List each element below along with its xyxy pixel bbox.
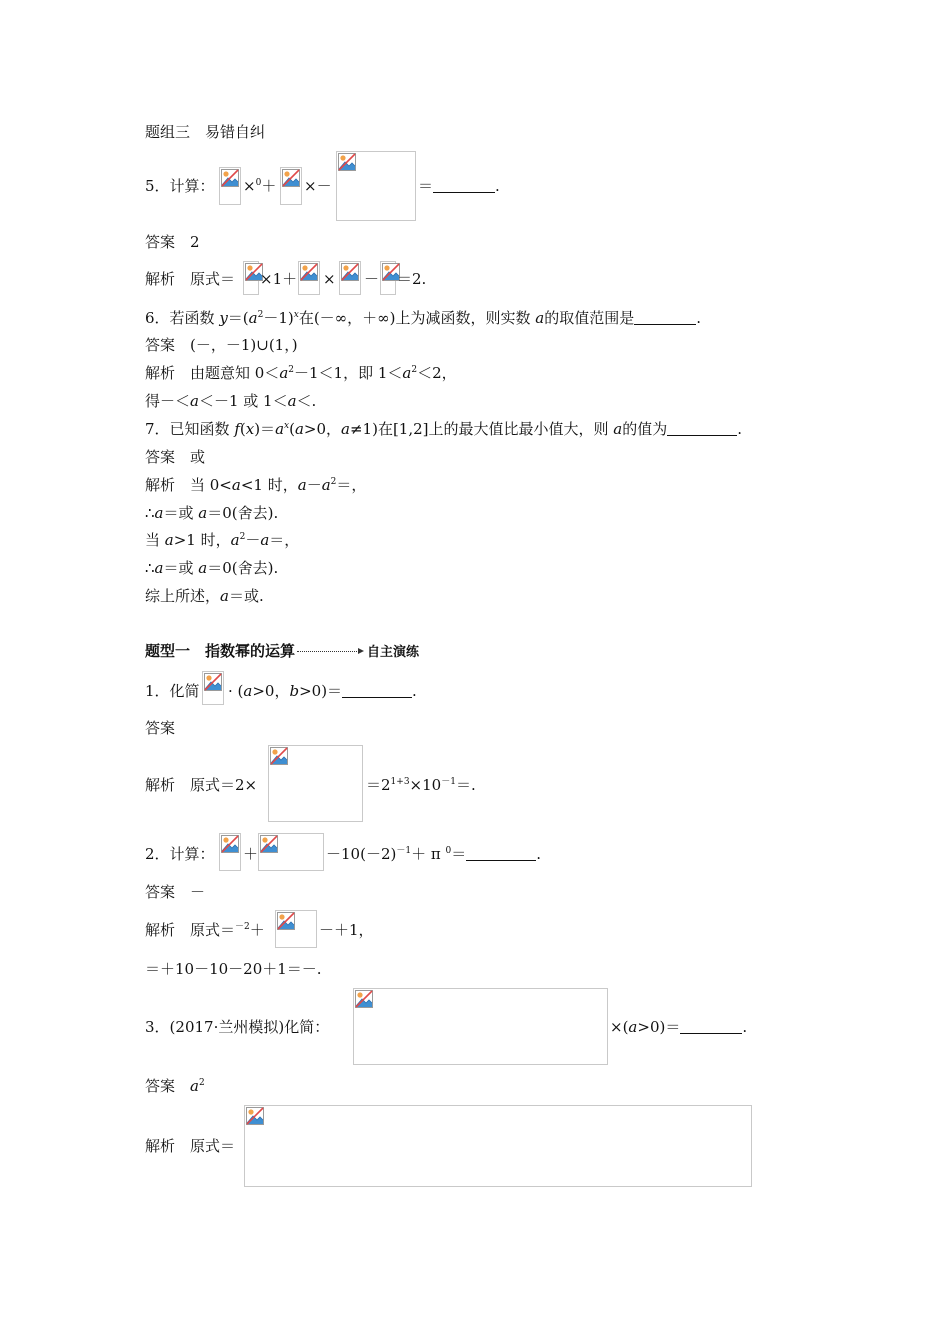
q6-answer: 答案 (－，－1)∪(1，) — [145, 336, 298, 354]
q7-analysis-1: 解析 当 0<a<1 时，$a-a^2=$， — [145, 476, 367, 494]
p3-analysis: 解析 原式＝ — [145, 1137, 236, 1155]
answer-blank[interactable] — [342, 683, 412, 698]
p3-question: 3．(2017·兰州模拟)化简： — [145, 1018, 330, 1036]
formula-image — [336, 151, 416, 221]
answer-blank[interactable] — [680, 1019, 742, 1034]
broken-image-icon — [221, 835, 239, 853]
q7-summary: 综上所述，a＝或. — [145, 587, 264, 605]
broken-image-icon — [355, 990, 373, 1008]
broken-image-icon — [221, 169, 239, 187]
formula-image — [275, 910, 317, 948]
broken-image-icon — [341, 263, 359, 281]
q5-term3: ×－ — [304, 177, 332, 195]
p1-question-rest: · (a>0，b>0)＝ . — [228, 682, 417, 700]
broken-image-icon — [246, 1107, 264, 1125]
arrow-icon — [297, 651, 359, 652]
p2-analysis-line2: ＝＋10－10－20＋1＝－. — [145, 960, 322, 978]
p3-question-rest: ×(a>0)＝ . — [610, 1018, 748, 1036]
formula-image — [219, 833, 241, 871]
formula-image — [298, 261, 320, 295]
broken-image-icon — [282, 169, 300, 187]
formula-image — [244, 1105, 752, 1187]
p1-question: 1．化简 — [145, 682, 200, 700]
p1-analysis-rest: $=2^{1+3}\times 10^{-1}=$. — [366, 776, 476, 794]
broken-image-icon — [260, 835, 278, 853]
broken-image-icon — [277, 912, 295, 930]
q7-analysis-4: ∴a＝或 a＝0(舍去). — [145, 559, 279, 577]
q5-question: 5．计算： — [145, 177, 215, 195]
q5-equals: ＝ . — [418, 177, 500, 195]
answer-blank[interactable] — [466, 846, 536, 861]
formula-image — [380, 261, 396, 295]
group3-heading: 题组三 易错自纠 — [145, 123, 266, 141]
formula-image — [353, 988, 608, 1065]
p2-answer: 答案 － — [145, 883, 206, 901]
q7-analysis-2: ∴a＝或 a＝0(舍去). — [145, 504, 279, 522]
q7-question: 7．已知函数 $f(x)=a^x(a>0$，a≠1)在[1,2]上的最大值比最小值大，则 a的值为 . — [145, 420, 743, 438]
q5-analysis: 解析 原式＝ — [145, 270, 236, 288]
formula-image — [202, 671, 224, 705]
practice-tag: 自主演练 — [367, 645, 420, 660]
broken-image-icon — [300, 263, 318, 281]
q6-question: 6．若函数 $y=(a^2-1)^x$在(－∞，＋∞)上为减函数，则实数 a的取值范围是 . — [145, 309, 702, 327]
q7-analysis-3: 当 a>1 时，$a^2-a=$， — [145, 531, 300, 549]
answer-blank[interactable] — [667, 421, 737, 436]
formula-image — [219, 167, 241, 205]
answer-blank[interactable] — [433, 178, 495, 193]
type1-heading: 题型一 指数幂的运算 自主演练 — [145, 642, 420, 660]
answer-blank[interactable] — [634, 310, 696, 325]
p1-answer: 答案 — [145, 719, 176, 737]
q7-answer: 答案 或 — [145, 448, 206, 466]
broken-image-icon — [338, 153, 356, 171]
broken-image-icon — [204, 673, 222, 691]
formula-image — [268, 745, 363, 822]
q5-answer: 答案 2 — [145, 233, 200, 251]
formula-image — [339, 261, 361, 295]
broken-image-icon — [270, 747, 288, 765]
p2-question-rest: $-10(-2)^{-1}+ \pi$ $^0$＝ . — [326, 845, 542, 863]
q6-analysis: 解析 由题意知 $0<a^2-1<1$，即 $1<a^2<2$， — [145, 364, 457, 382]
q5-term1: ×$^0$＋ — [243, 177, 277, 195]
formula-image — [243, 261, 259, 295]
p2-question: 2．计算： — [145, 845, 215, 863]
p2-analysis: 解析 原式＝$^{-2}$＋ — [145, 921, 265, 939]
formula-image — [280, 167, 302, 205]
p3-answer: 答案 $a^2$ — [145, 1077, 205, 1095]
p1-analysis: 解析 原式＝2× — [145, 776, 258, 794]
q6-analysis-line2: 得－＜a＜－1 或 1＜a＜. — [145, 392, 317, 410]
formula-image — [258, 833, 324, 871]
